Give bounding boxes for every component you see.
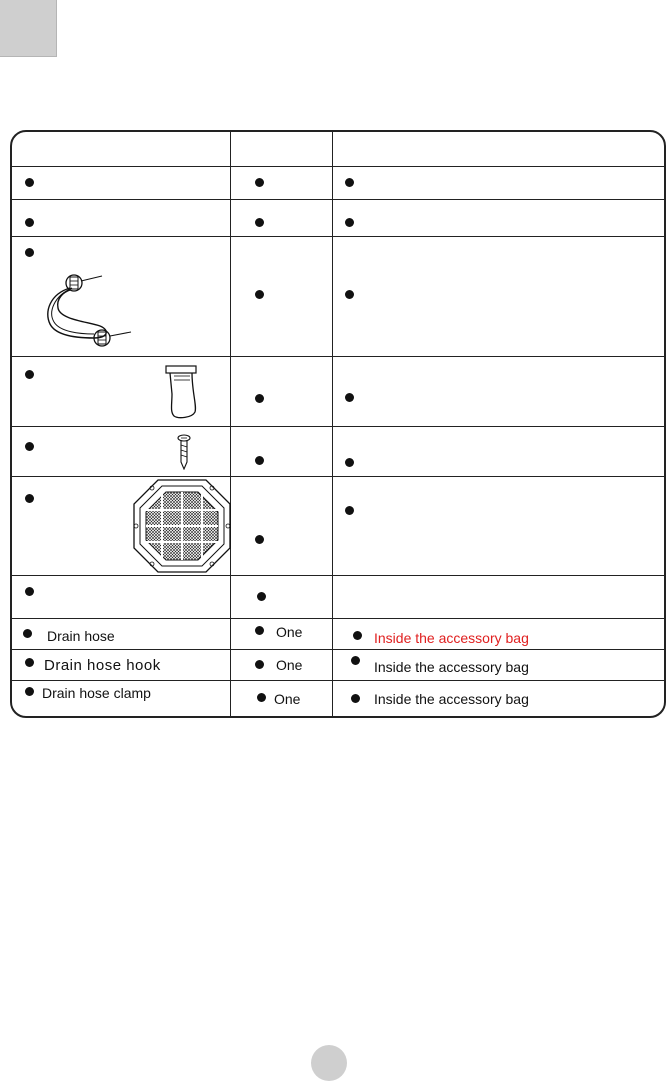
- row-divider: [12, 680, 664, 681]
- bullet: [25, 658, 34, 667]
- bullet: [255, 456, 264, 465]
- bullet: [25, 178, 34, 187]
- bullet: [255, 218, 264, 227]
- bullet: [353, 631, 362, 640]
- drain-hose-hook-icon: [162, 364, 202, 420]
- bullet: [25, 248, 34, 257]
- screw-icon: [176, 434, 192, 470]
- accessory-quantity: One: [274, 691, 301, 707]
- bullet: [255, 290, 264, 299]
- bullet: [23, 629, 32, 638]
- bullet: [257, 592, 266, 601]
- row-divider: [12, 426, 664, 427]
- bullet: [351, 694, 360, 703]
- page-number-badge: [311, 1045, 347, 1081]
- inlet-hose-icon: [36, 272, 146, 356]
- bullet: [345, 290, 354, 299]
- bullet: [25, 370, 34, 379]
- bullet: [255, 535, 264, 544]
- row-divider: [12, 649, 664, 650]
- bullet: [255, 626, 264, 635]
- row-divider: [12, 166, 664, 167]
- corner-tab: [0, 0, 57, 57]
- accessory-table: [10, 130, 666, 718]
- accessory-location: Inside the accessory bag: [374, 659, 529, 675]
- row-divider: [12, 236, 664, 237]
- bullet: [255, 660, 264, 669]
- accessory-quantity: One: [276, 624, 303, 640]
- row-divider: [12, 356, 664, 357]
- row-divider: [12, 476, 664, 477]
- bullet: [25, 587, 34, 596]
- bullet: [345, 506, 354, 515]
- accessory-location: Inside the accessory bag: [374, 691, 529, 707]
- bullet: [257, 693, 266, 702]
- bullet: [345, 178, 354, 187]
- bullet: [25, 442, 34, 451]
- accessory-name: Drain hose: [47, 628, 115, 644]
- bullet: [25, 494, 34, 503]
- bullet: [25, 687, 34, 696]
- bullet: [25, 218, 34, 227]
- bullet: [345, 458, 354, 467]
- accessory-location: Inside the accessory bag: [374, 630, 529, 646]
- column-divider: [230, 132, 231, 716]
- row-divider: [12, 575, 664, 576]
- accessory-name: Drain hose clamp: [42, 685, 151, 701]
- bullet: [255, 394, 264, 403]
- row-divider: [12, 199, 664, 200]
- bullet: [345, 218, 354, 227]
- bullet: [345, 393, 354, 402]
- bullet: [351, 656, 360, 665]
- accessory-quantity: One: [276, 657, 303, 673]
- column-divider: [332, 132, 333, 716]
- row-divider: [12, 618, 664, 619]
- filter-icon: [132, 478, 232, 574]
- bullet: [255, 178, 264, 187]
- accessory-name: Drain hose hook: [44, 657, 161, 674]
